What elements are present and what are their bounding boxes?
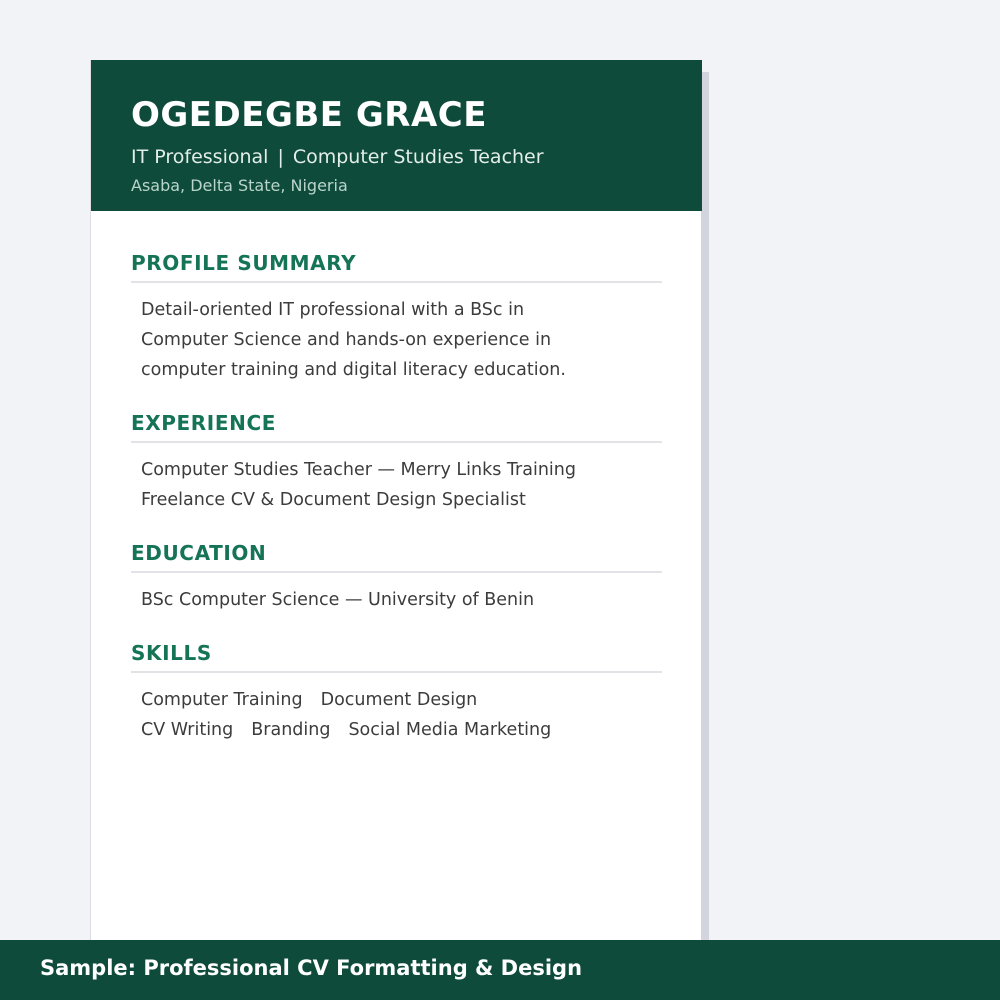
cv-header: [91, 60, 702, 211]
experience-item: Computer Studies Teacher — Merry Links Training: [141, 460, 576, 480]
skills-row: [141, 715, 662, 745]
profile-line: computer training and digital literacy education.: [141, 360, 566, 380]
education-list: [131, 585, 662, 615]
skill-item: CV Writing: [141, 720, 234, 740]
title-primary: IT Professional: [131, 146, 269, 168]
candidate-titles: [131, 146, 544, 168]
section-heading-experience: EXPERIENCE: [131, 411, 662, 443]
skills-row: [141, 685, 662, 715]
skill-item: Social Media Marketing: [348, 720, 552, 740]
candidate-location: Asaba, Delta State, Nigeria: [131, 176, 348, 195]
skill-item: Computer Training: [141, 690, 303, 710]
section-heading-profile: PROFILE SUMMARY: [131, 251, 662, 283]
profile-summary-section: [131, 251, 662, 385]
profile-line: Detail-oriented IT professional with a BSc in: [141, 300, 525, 320]
experience-item: Freelance CV & Document Design Specialist: [141, 490, 526, 510]
cv-sheet: [90, 60, 701, 952]
skills-list: [131, 685, 662, 745]
profile-line: Computer Science and hands-on experience in: [141, 330, 552, 350]
skill-item: Branding: [251, 720, 331, 740]
footer-caption: Sample: Professional CV Formatting & Design: [40, 956, 583, 980]
education-section: [131, 541, 662, 615]
section-heading-education: EDUCATION: [131, 541, 662, 573]
skill-item: Document Design: [320, 690, 478, 710]
profile-summary-text: [131, 295, 662, 385]
skills-section: [131, 641, 662, 745]
candidate-name: OGEDEGBE GRACE: [131, 95, 487, 135]
education-item: BSc Computer Science — University of Benin: [141, 590, 535, 610]
title-separator: |: [277, 146, 284, 168]
section-heading-skills: SKILLS: [131, 641, 662, 673]
experience-section: [131, 411, 662, 515]
footer-banner: [0, 940, 1000, 1000]
title-secondary: Computer Studies Teacher: [292, 146, 544, 168]
experience-list: [131, 455, 662, 515]
